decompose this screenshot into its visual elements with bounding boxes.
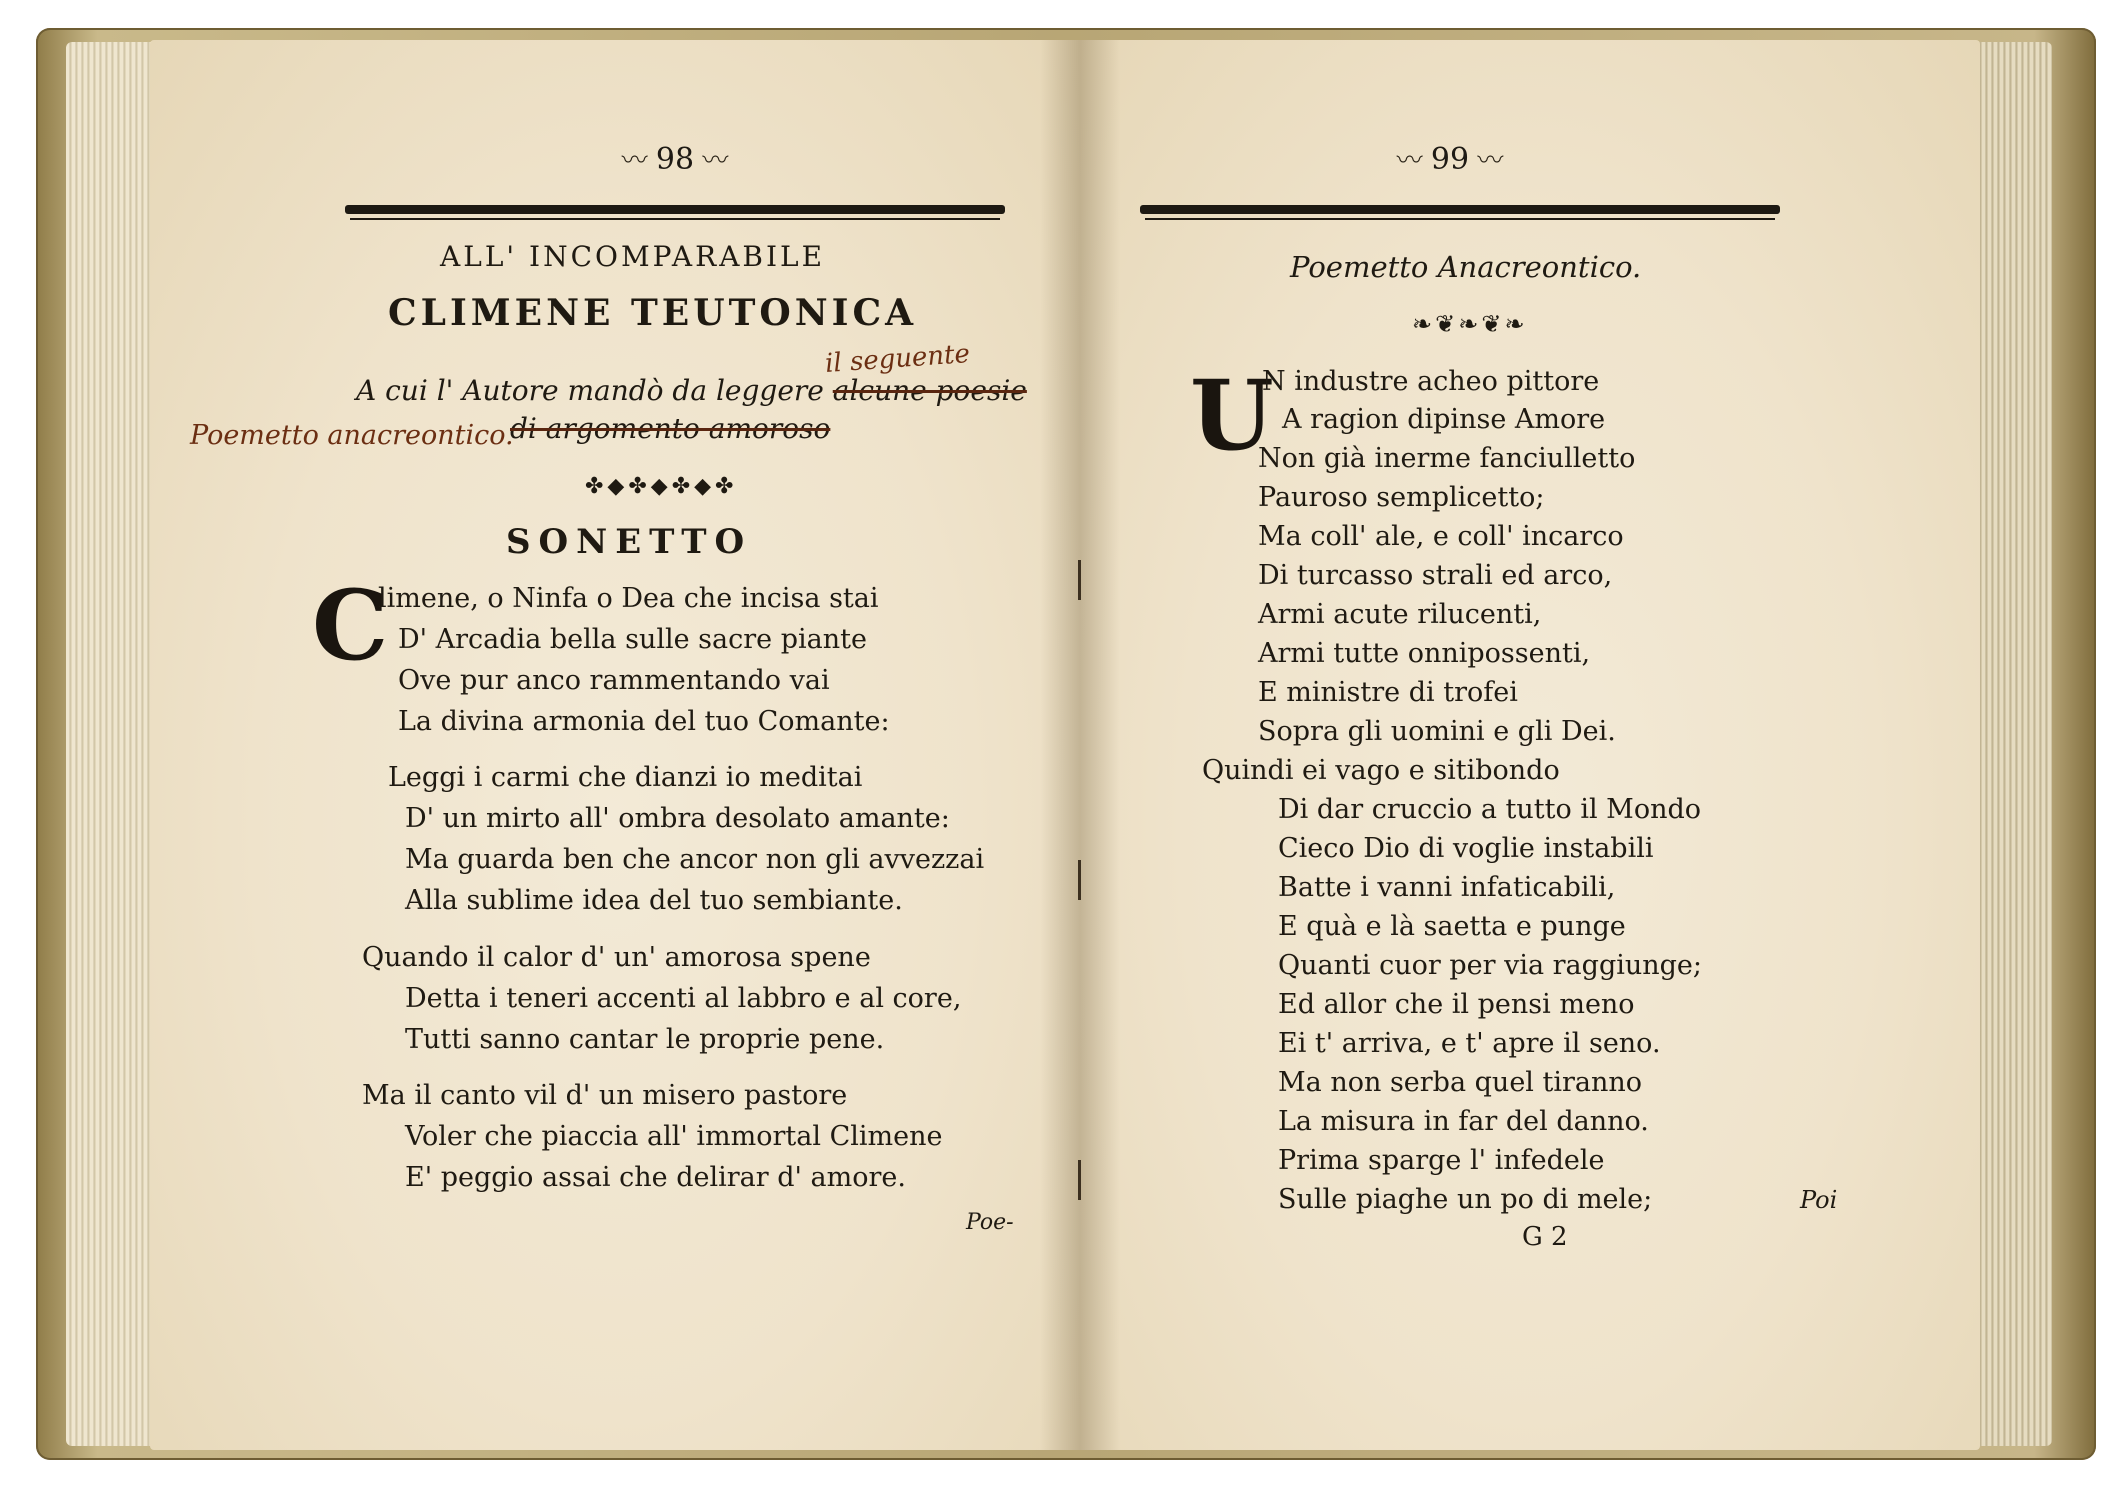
verse-line: Ma guarda ben che ancor non gli avvezzai [405,844,985,875]
dropcap-u: U [1190,359,1274,472]
verse-line: Voler che piaccia all' immortal Climene [405,1121,943,1152]
verse-line: Batte i vanni infaticabili, [1278,872,1616,903]
binding-stitch [1078,860,1081,900]
verse-line: Armi tutte onnipossenti, [1258,638,1591,669]
struck-text-1: alcune poesie [832,374,1027,407]
verse-line: Ei t' arriva, e t' apre il seno. [1278,1028,1661,1059]
verse-line: Ma non serba quel tiranno [1278,1067,1643,1098]
verse-line: Cieco Dio di voglie instabili [1278,833,1654,864]
verse-line: Quindi ei vago e sitibondo [1202,755,1560,786]
verse-line: Non già inerme fanciulletto [1258,443,1636,474]
verse-line: La divina armonia del tuo Comante: [398,706,890,737]
binding-stitch [1078,1160,1081,1200]
ornament-right: ❧❦❧❦❧ [1412,310,1528,338]
verse-line: Pauroso semplicetto; [1258,482,1545,513]
folio-right: 〰 99 〰 [1396,142,1504,177]
verse-line: Ma coll' ale, e coll' incarco [1258,521,1624,552]
binding-stitch [1078,560,1081,600]
verse-line: Armi acute rilucenti, [1258,599,1542,630]
heading-incomparabile: ALL' INCOMPARABILE [440,240,826,273]
dedication-line-1: A cui l' Autore mandò da leggere alcune poesie [356,374,1027,407]
verse-line: Prima sparge l' infedele [1278,1145,1605,1176]
verse-line: Detta i teneri accenti al labbro e al core, [405,983,962,1014]
verse-line: Di turcasso strali ed arco, [1258,560,1613,591]
verse-line: N industre acheo pittore [1262,366,1600,397]
dropcap-c: C [312,569,389,682]
verse-line: D' Arcadia bella sulle sacre piante [398,624,867,655]
handwritten-margin-note: Poemetto anacreontico. [190,420,514,451]
signature-mark: G 2 [1522,1222,1568,1252]
header-rule-right-thin [1145,218,1775,220]
struck-text-2: di argomento amoroso [510,412,831,445]
verse-line: Sopra gli uomini e gli Dei. [1258,716,1616,747]
verse-line: E quà e là saetta e punge [1278,911,1626,942]
sonetto-title: SONETTO [506,522,753,562]
folio-left: 〰 98 〰 [621,142,729,177]
verse-line: Ed allor che il pensi meno [1278,989,1635,1020]
handwritten-insertion: il seguente [824,338,971,380]
verse-line: D' un mirto all' ombra desolato amante: [405,803,950,834]
verse-line: Sulle piaghe un po di mele; [1278,1184,1653,1215]
header-rule-left-thin [350,218,1000,220]
header-rule-right [1140,205,1780,214]
page-edges-left [66,42,162,1446]
verse-line: E ministre di trofei [1258,677,1518,708]
verse-line: Quanti cuor per via raggiunge; [1278,950,1702,981]
poemetto-title: Poemetto Anacreontico. [1290,250,1642,284]
verse-line: Ma il canto vil d' un misero pastore [362,1080,848,1111]
verse-line: Tutti sanno cantar le proprie pene. [405,1024,885,1055]
heading-climene: CLIMENE TEUTONICA [388,292,918,334]
verse-line: Alla sublime idea del tuo sembiante. [405,885,903,916]
catchword-left: Poe- [966,1210,1014,1235]
verse-line: E' peggio assai che delirar d' amore. [405,1162,906,1193]
verse-line: Di dar cruccio a tutto il Mondo [1278,794,1702,825]
ornament-left: ✤◆✤◆✤◆✤ [585,474,738,499]
verse-line: Ove pur anco rammentando vai [398,665,830,696]
gutter-shadow [1040,40,1120,1450]
verse-line: A ragion dipinse Amore [1282,404,1606,435]
verse-line: La misura in far del danno. [1278,1106,1649,1137]
header-rule-left [345,205,1005,214]
catchword-right: Poi [1800,1186,1838,1214]
verse-line: Quando il calor d' un' amorosa spene [362,942,871,973]
verse-line: limene, o Ninfa o Dea che incisa stai [378,583,879,614]
verse-line: Leggi i carmi che dianzi io meditai [388,762,863,793]
